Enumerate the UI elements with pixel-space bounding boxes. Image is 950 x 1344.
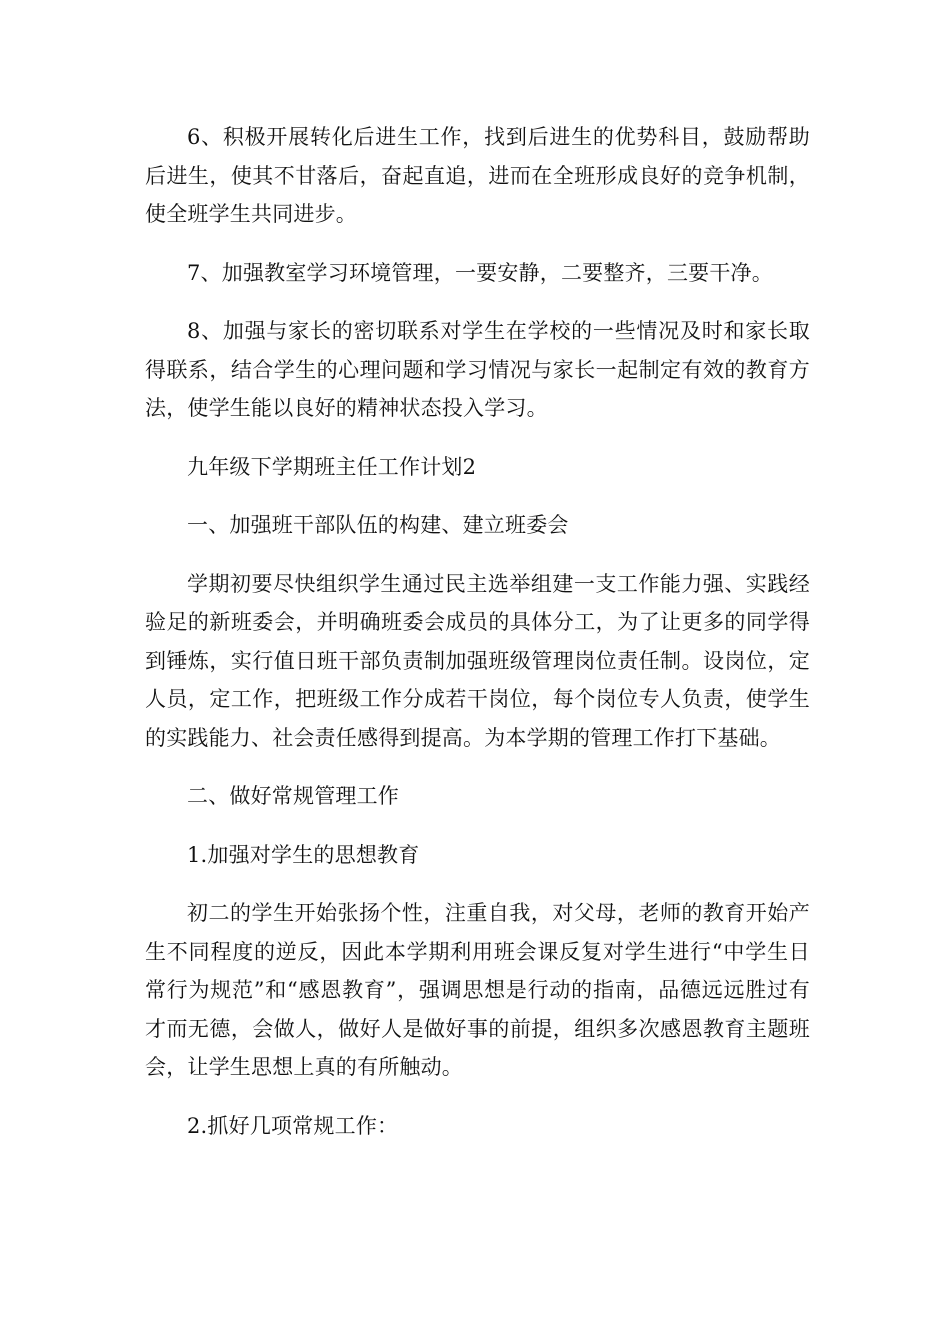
subheading-ideological-education: 1.加强对学生的思想教育 xyxy=(187,842,420,867)
subheading-routine-work: 2.抓好几项常规工作： xyxy=(187,1113,399,1138)
paragraph-item-7: 7、加强教室学习环境管理，一要安静，二要整齐，三要干净。 xyxy=(187,260,773,285)
section-title: 九年级下学期班主任工作计划2 xyxy=(187,454,477,479)
paragraph-class-committee: 学期初要尽快组织学生通过民主选举组建一支工作能力强、实践经验足的新班委会，并明确班委会成员的具体分工，为了让更多的同学得到锤炼，实行值日班干部负责制加强班级管理岗位责任制。设岗位，定人员，定工作，把班级工作分成若干岗位，每个岗位专人负责，使学生的实践能力、社会责任感得到提高。为本学期的管理工作打下基础。 xyxy=(145,571,810,750)
heading-routine-management: 二、做好常规管理工作 xyxy=(187,784,399,808)
paragraph-item-8: 8、加强与家长的密切联系对学生在学校的一些情况及时和家长取得联系，结合学生的心理问题和学习情况与家长一起制定有效的教育方法，使学生能以良好的精神状态投入学习。 xyxy=(145,319,810,420)
paragraph-ideological-education: 初二的学生开始张扬个性，注重自我，对父母，老师的教育开始产生不同程度的逆反，因此本学期利用班会课反复对学生进行“中学生日常行为规范”和“感恩教育”，强调思想是行动的指南，品德远远胜过有才而无德，会做人，做好人是做好事的前提，组织多次感恩教育主题班会，让学生思想上真的有所触动。 xyxy=(145,901,810,1079)
heading-class-committee: 一、加强班干部队伍的构建、建立班委会 xyxy=(187,513,569,537)
paragraph-item-6: 6、积极开展转化后进生工作，找到后进生的优势科目，鼓励帮助后进生，使其不甘落后，奋起直追，进而在全班形成良好的竞争机制，使全班学生共同进步。 xyxy=(145,125,810,226)
document-body xyxy=(145,118,810,1145)
